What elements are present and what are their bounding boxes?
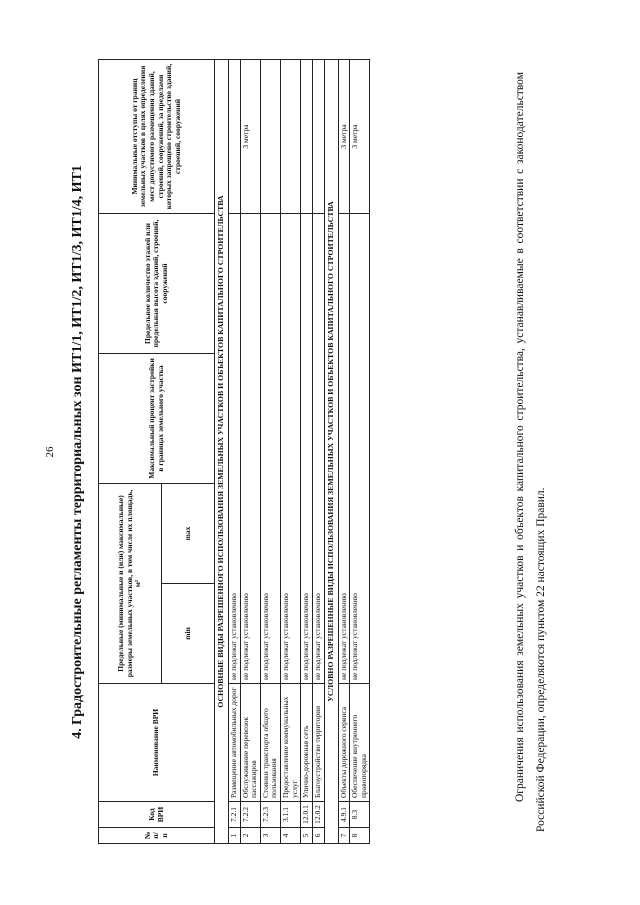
row-size: не подлежат установлению (240, 213, 260, 683)
table-row (312, 59, 324, 843)
row-code: 8.3 (350, 802, 370, 828)
row-code: 12.0.2 (312, 802, 324, 828)
row-num: 3 (260, 828, 280, 844)
row-code: 7.2.2 (240, 802, 260, 828)
header-name: Наименование ВРИ (99, 684, 215, 802)
row-setback (281, 59, 301, 213)
row-num: 7 (338, 828, 350, 844)
row-setback (301, 59, 313, 213)
row-name: Размещение автомобильных дорог (228, 684, 240, 802)
table-row (301, 59, 313, 843)
row-num: 2 (240, 828, 260, 844)
table-row (228, 59, 240, 843)
header-size: Предельные (минимальные и (или) максимальные) размеры земельных участков, в том числе их площадь, м² (99, 483, 162, 683)
table-row (350, 59, 370, 843)
table-row (240, 59, 260, 843)
row-num: 6 (312, 828, 324, 844)
section-heading: 4. Градостроительные регламенты территориальных зон ИТ1/1, ИТ1/2, ИТ1/3, ИТ1/4, ИТ1 (70, 165, 85, 739)
row-size: не подлежат установлению (312, 213, 324, 683)
row-size: не подлежат установлению (350, 213, 370, 683)
table-row (338, 59, 350, 843)
header-code: Код ВРИ (99, 802, 215, 828)
row-name: Обслуживание перевозок пассажиров (240, 684, 260, 802)
row-size: не подлежат установлению (260, 213, 280, 683)
row-name: Объекты дорожного сервиса (338, 684, 350, 802)
row-code: 4.9.1 (338, 802, 350, 828)
row-size: не подлежат установлению (301, 213, 313, 683)
header-percent: Максимальный процент застройки в границах земельного участка (99, 353, 215, 483)
table-row (260, 59, 280, 843)
row-name: Улично-дорожная сеть (301, 684, 313, 802)
row-size: не подлежат установлению (228, 213, 240, 683)
row-setback (260, 59, 280, 213)
row-num: 8 (350, 828, 370, 844)
row-setback: 3 метра (240, 59, 260, 213)
row-setback (312, 59, 324, 213)
row-code: 7.2.1 (228, 802, 240, 828)
row-code: 12.0.1 (301, 802, 313, 828)
header-floors: Предельное количество этажей или предельная высота зданий, строений, сооружений (99, 213, 215, 353)
section-row-conditional (324, 59, 338, 843)
regulations-table-wrapper (98, 60, 370, 844)
row-num: 1 (228, 828, 240, 844)
footer-paragraph: Ограничения использования земельных участков и объектов капитального строительства, устанавливаемые в соответствии с законодательством Российской Федерации, определяются пунктом 22 настоящих Правил. (514, 72, 547, 832)
row-name: Обеспечение внутреннего правопорядка (350, 684, 370, 802)
row-setback: 3 метра (350, 59, 370, 213)
header-setback: Минимальные отступы от границ земельных участков в целях определения мест допустимого размещения зданий, строений, сооружений, за пределами которых запрещено строительство зданий, строений, сооружений (99, 59, 215, 213)
section-title-main: ОСНОВНЫЕ ВИДЫ РАЗРЕШЕННОГО ИСПОЛЬЗОВАНИЯ ЗЕМЕЛЬНЫХ УЧАСТКОВ И ОБЪЕКТОВ КАПИТАЛЬНОГО СТРОИТЕЛЬСТВА (215, 59, 229, 843)
row-size: не подлежат установлению (281, 213, 301, 683)
row-name: Благоустройство территории (312, 684, 324, 802)
rotated-content (40, 52, 600, 852)
header-row (99, 59, 162, 843)
table-row (281, 59, 301, 843)
page-number: 26 (44, 446, 56, 458)
section-title-conditional: УСЛОВНО РАЗРЕШЕННЫЕ ВИДЫ ИСПОЛЬЗОВАНИЯ ЗЕМЕЛЬНЫХ УЧАСТКОВ И ОБЪЕКТОВ КАПИТАЛЬНОГО СТРОИТЕЛЬСТВА (324, 59, 338, 843)
row-name: Предоставление коммунальных услуг (281, 684, 301, 802)
header-min: min (162, 584, 215, 684)
row-code: 7.2.3 (260, 802, 280, 828)
row-code: 3.1.1 (281, 802, 301, 828)
regulations-table (98, 59, 370, 844)
row-size: не подлежат установлению (338, 213, 350, 683)
header-num: № п/п (99, 828, 215, 844)
row-setback: 3 метра (338, 59, 350, 213)
header-max: max (162, 483, 215, 583)
row-num: 4 (281, 828, 301, 844)
row-setback (228, 59, 240, 213)
section-row-main (215, 59, 229, 843)
row-num: 5 (301, 828, 313, 844)
row-name: Стоянки транспорта общего пользования (260, 684, 280, 802)
